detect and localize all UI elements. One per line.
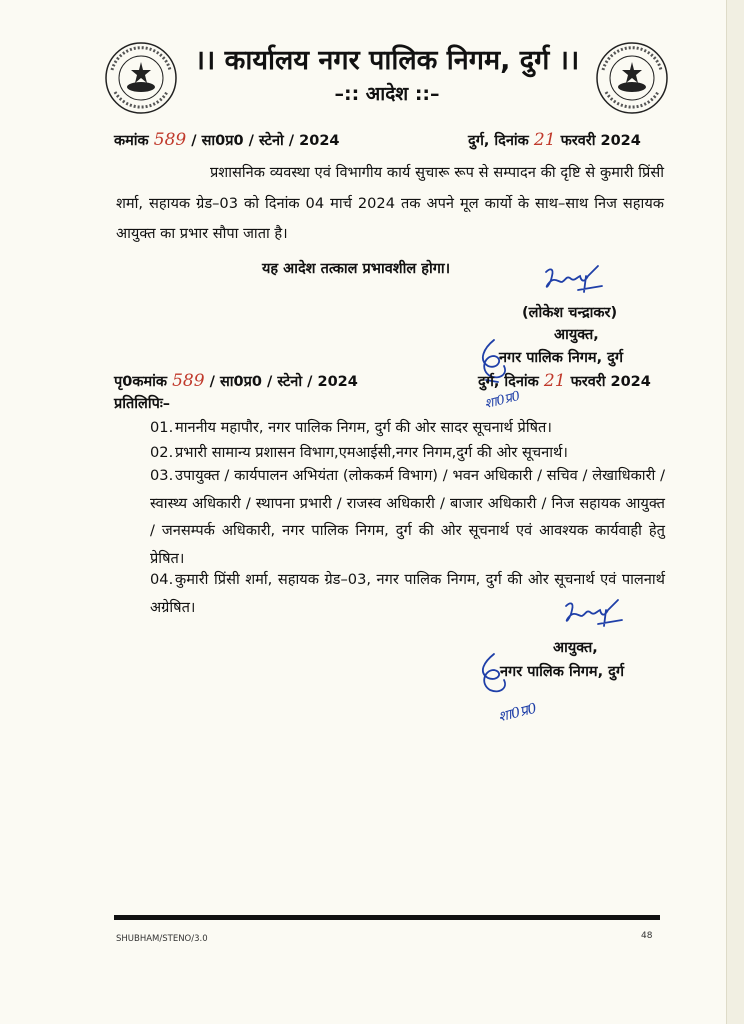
order-date-line [468, 130, 641, 150]
footer-reference: SHUBHAM/STENO/3.0 [116, 934, 208, 944]
order-number-handwritten: 589 [153, 130, 187, 150]
copy-date-day-handwritten: 21 [543, 371, 566, 391]
copy-item-number: 03. [150, 467, 174, 484]
copy-item-text: माननीय महापौर, नगर पालिक निगम, दुर्ग की ओर सादर सूचनार्थ प्रेषित। [175, 419, 552, 436]
effective-statement: यह आदेश तत्काल प्रभावशील होगा। [262, 261, 451, 277]
signatory2-office: नगर पालिक निगम, दुर्ग [500, 664, 625, 680]
order-date-prefix: दुर्ग, दिनांक [468, 133, 529, 149]
copy-item-03 [150, 462, 665, 572]
order-number-line [114, 130, 340, 150]
municipal-seal-left-icon [103, 40, 179, 116]
page-number: 48 [641, 931, 653, 941]
office-title: ।। कार्यालय नगर पालिक निगम, दुर्ग ।। [194, 45, 580, 76]
copy-number-label: पृ0कमांक [114, 374, 168, 390]
endorsement-initials-2: शा0प्र0 [496, 700, 539, 726]
copy-date-prefix: दुर्ग, दिनांक [478, 374, 539, 390]
copy-item-number: 04. [150, 571, 174, 588]
copy-date-month-year: फरवरी 2024 [570, 374, 651, 390]
order-number-label: कमांक [114, 133, 149, 149]
commissioner-signature-1 [540, 262, 610, 300]
signatory-designation: आयुक्त, [554, 327, 599, 343]
copy-date-line [478, 371, 651, 391]
signatory-office: नगर पालिक निगम, दुर्ग [499, 350, 624, 366]
order-reference: / सा0प्र0 / स्टेनो / 2024 [191, 133, 340, 149]
endorsement-initials-1: शा0प्र0 [483, 388, 522, 413]
copies-label: प्रतिलिपिः– [114, 396, 171, 412]
copy-number-line [114, 371, 358, 391]
municipal-seal-right-icon [594, 40, 670, 116]
signatory2-designation: आयुक्त, [553, 640, 598, 656]
order-heading: –:: आदेश ::– [334, 83, 440, 105]
copy-item-number: 02. [150, 444, 174, 461]
copy-item-text: प्रभारी सामान्य प्रशासन विभाग,एमआईसी,नगर निगम,दुर्ग की ओर सूचनार्थ। [175, 444, 568, 461]
copy-item-number: 01. [150, 419, 174, 436]
signatory-name: (लोकेश चन्द्राकर) [522, 305, 618, 321]
footer-rule [114, 915, 660, 920]
page-edge [726, 0, 744, 1024]
copy-item-01 [150, 414, 665, 442]
commissioner-signature-2 [560, 596, 630, 634]
order-date-month-year: फरवरी 2024 [560, 133, 641, 149]
copy-reference: / सा0प्र0 / स्टेनो / 2024 [209, 374, 358, 390]
copy-item-text: कुमारी प्रिंसी शर्मा, सहायक ग्रेड–03, नगर पालिक निगम, दुर्ग की ओर सूचनार्थ एवं पालनार्थ अग्रेषित। [150, 571, 665, 616]
copy-number-handwritten: 589 [172, 371, 205, 391]
copy-item-text: उपायुक्त / कार्यपालन अभियंता (लोककर्म विभाग) / भवन अधिकारी / सचिव / लेखाधिकारी / स्वास्थ्य अधिकारी / स्थापना प्रभारी / राजस्व अधिकारी / बाजार अधिकारी / निज सहायक आयुक्त / जनसम्पर्क अधिकारी, नगर पालिक निगम, दुर्ग की ओर सूचनार्थ एवं आवश्यक कार्यवाही हेतु प्रेषित। [150, 467, 665, 567]
order-body-paragraph: प्रशासनिक व्यवस्था एवं विभागीय कार्य सुचारू रूप से सम्पादन की दृष्टि से कुमारी प्रिंसी शर्मा, सहायक ग्रेड–03 को दिनांक 04 मार्च 2024 तक अपने मूल कार्यो के साथ–साथ निज सहायक आयुक्त का प्रभार सौपा जाता है। [116, 164, 664, 242]
order-date-day-handwritten: 21 [533, 130, 556, 150]
